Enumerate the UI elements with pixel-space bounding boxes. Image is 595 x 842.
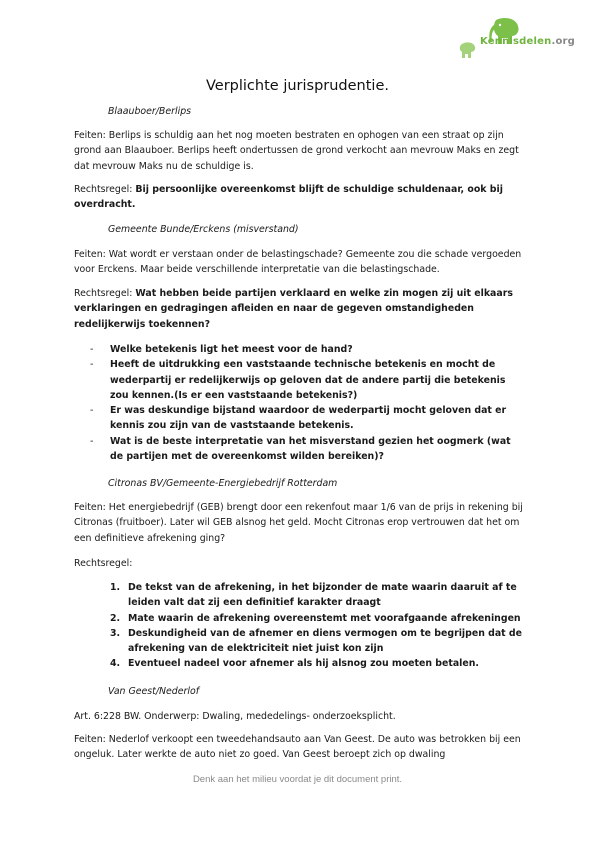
case-rechtsregel-label-citronas: Rechtsregel: <box>74 558 133 569</box>
logo-wordmark[interactable]: Kennisdelen.org <box>480 36 576 47</box>
list-item: 3. Deskundigheid van de afnemer en diens vermogen om te begrijpen dat de afrekening van de elektriciteit niet juist kon zijn <box>110 627 522 655</box>
list-item: 4. Eventueel nadeel voor afnemer als hij alsnog zou moeten betalen. <box>110 658 479 670</box>
footer-note: Denk aan het milieu voordat je dit document print. <box>192 774 403 785</box>
case-heading-vangeest: Van Geest/Nederlof <box>108 686 199 697</box>
case-rechtsregel-bunde <box>74 286 526 332</box>
case-rechtsregel-blaauboer <box>74 182 526 213</box>
case-feiten-bunde: Feiten: Wat wordt er verstaan onder de belastingschade? Gemeente zou die schade vergoeden voor Erckens. Maar beide verschillende interpretatie van die belastingschade. <box>74 249 522 276</box>
case-heading-blaauboer: Blaauboer/Berlips <box>108 106 192 117</box>
case-feiten-blaauboer: Feiten: Berlips is schuldig aan het nog moeten bestraten en ophogen van een straat op zijn grond aan Blaauboer. Berlips heeft ondertussen de grond verkocht aan mevrouw Maks en zegt dat mevrouw Maks nu de schuldige is. <box>74 130 519 172</box>
document-title: Verplichte jurisprudentie. <box>206 78 389 94</box>
case-feiten-citronas: Feiten: Het energiebedrijf (GEB) brengt door een rekenfout maar 1/6 van de prijs in rekening bij Citronas (fruitboer). Later wil GEB alsnog het geld. Mocht Citronas erop vertrouwen dat het om een definitieve afrekening ging? <box>74 502 523 544</box>
rechtsregel-text: Bij persoonlijke overeenkomst blijft de schuldige schuldenaar, ook bij overdracht. <box>74 184 503 211</box>
list-item: - Er was deskundige bijstand waardoor de wederpartij mocht geloven dat er kennis zou zijn van de vaststaande betekenis. <box>90 405 507 432</box>
small-elephant-icon <box>460 42 475 58</box>
list-item: - Wat is de beste interpretatie van het misverstand gezien het oogmerk (wat de partijen met de overeenkomst wilden bereiken)? <box>90 435 511 463</box>
list-item: - Heeft de uitdrukking een vaststaande technische betekenis en mocht de wederpartij er redelijkerwijs op geloven dat de andere partij die betekenis zou kennen.(Is er een vaststaande betekenis?) <box>90 359 506 401</box>
rechtsregel-label: Rechtsregel: <box>74 288 133 299</box>
rechtsregel-text: Wat hebben beide partijen verklaard en welke zin mogen zij uit elkaars verklaringen en gedragingen afleiden en naar de gegeven omstandigheden redelijkerwijs toekennen? <box>74 288 513 330</box>
citronas-criteria-list <box>110 580 526 672</box>
case-artikel-vangeest: Art. 6:228 BW. Onderwerp: Dwaling, mededelings- onderzoeksplicht. <box>74 711 396 722</box>
case-heading-citronas: Citronas BV/Gemeente-Energiebedrijf Rotterdam <box>108 478 338 489</box>
list-item: 1. De tekst van de afrekening, in het bijzonder de mate waarin daaruit af te leiden valt dat zij een definitief karakter draagt <box>110 582 517 609</box>
misverstand-criteria-list <box>90 342 522 464</box>
list-item: - Welke betekenis ligt het meest voor de hand? <box>90 344 353 355</box>
case-feiten-vangeest: Feiten: Nederlof verkoopt een tweedehandsauto aan Van Geest. De auto was betrokken bij een ongeluk. Later werkte de auto niet zo goed. Van Geest beroept zich op dwaling <box>74 734 521 761</box>
list-item: 2. Mate waarin de afrekening overeenstemt met voorafgaande afrekeningen <box>110 612 521 624</box>
case-heading-bunde: Gemeente Bunde/Erckens (misverstand) <box>108 224 299 235</box>
rechtsregel-label: Rechtsregel: <box>74 184 133 195</box>
